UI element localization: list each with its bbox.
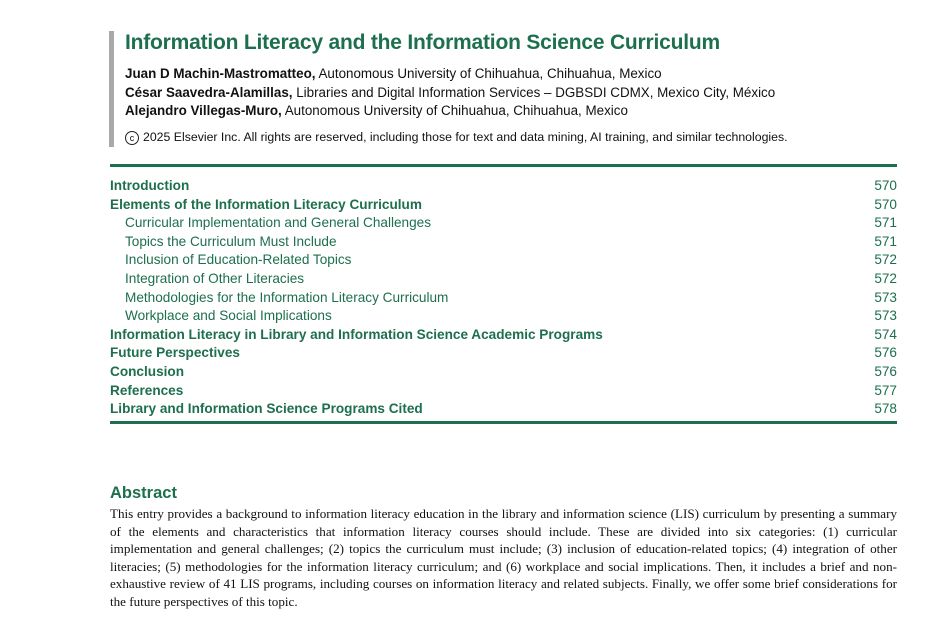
author-line xyxy=(125,84,775,103)
copyright-notice xyxy=(125,130,788,145)
toc-entry-label[interactable]: Integration of Other Literacies xyxy=(125,270,305,286)
toc-entry-label[interactable]: Methodologies for the Information Literacy Curriculum xyxy=(125,289,449,305)
toc-entry-page[interactable]: 576 xyxy=(874,363,897,379)
toc-entry-label[interactable]: Future Perspectives xyxy=(110,345,240,361)
toc-entry-label[interactable]: Topics the Curriculum Must Include xyxy=(125,233,337,249)
toc-entry-page[interactable]: 577 xyxy=(874,382,897,398)
toc-entry-page[interactable]: 572 xyxy=(874,252,897,268)
author-line xyxy=(125,65,775,84)
toc-entry[interactable] xyxy=(110,270,897,289)
toc-entry-label[interactable]: References xyxy=(110,382,184,398)
toc-entry-label[interactable]: Conclusion xyxy=(110,363,185,379)
toc-entry-page[interactable]: 571 xyxy=(874,233,897,249)
table-of-contents xyxy=(110,164,897,424)
toc-entry-label[interactable]: Library and Information Science Programs Cited xyxy=(110,401,423,417)
toc-entry-page[interactable]: 576 xyxy=(874,345,897,361)
author-affiliation: Libraries and Digital Information Services – DGBSDI CDMX, Mexico City, México xyxy=(292,84,776,100)
toc-entry[interactable] xyxy=(110,326,897,345)
toc-entry-label[interactable]: Curricular Implementation and General Challenges xyxy=(125,215,432,231)
toc-entry[interactable] xyxy=(110,289,897,308)
toc-entry-label[interactable]: Introduction xyxy=(110,178,190,193)
article-title: Information Literacy and the Information Science Curriculum xyxy=(125,31,720,54)
toc-entry[interactable] xyxy=(110,363,897,382)
copyright-icon: c xyxy=(125,131,139,145)
copyright-text: 2025 Elsevier Inc. All rights are reserved, including those for text and data mining, AI training, and similar technologies. xyxy=(143,130,788,144)
author-affiliation: Autonomous University of Chihuahua, Chihuahua, Mexico xyxy=(315,66,662,81)
toc-entry-page[interactable]: 573 xyxy=(874,308,897,324)
abstract-heading: Abstract xyxy=(110,484,177,502)
toc-entry-page[interactable]: 573 xyxy=(874,289,897,305)
toc-entry[interactable] xyxy=(110,196,897,215)
author-affiliation: Autonomous University of Chihuahua, Chihuahua, Mexico xyxy=(281,103,628,118)
toc-entry-label[interactable]: Inclusion of Education-Related Topics xyxy=(125,252,352,268)
toc-entry-page[interactable]: 570 xyxy=(874,178,897,193)
toc-entry-page[interactable]: 578 xyxy=(874,401,897,417)
author-name: Alejandro Villegas-Muro, xyxy=(125,103,282,118)
toc-entry-page[interactable]: 571 xyxy=(874,215,897,231)
toc-entry[interactable] xyxy=(110,177,897,196)
toc-entry[interactable] xyxy=(110,251,897,270)
toc-entry-page[interactable]: 574 xyxy=(874,326,897,342)
author-name: Juan D Machin-Mastromatteo, xyxy=(125,66,316,81)
toc-entry-page[interactable]: 570 xyxy=(874,196,897,212)
abstract-text: This entry provides a background to information literacy education in the library and information science (LIS) curriculum by presenting a summary of the elements and characteristics that information literacy courses should include. These are divided into six categories: (1) curricular implementation and general challenges; (2) topics the curriculum must include; (3) inclusion of education-related topics; (4) integration of other literacies; (5) methodologies for the information literacy curriculum; and (6) workplace and social implications. Then, it includes a brief and non-exhaustive review of 41 LIS programs, including courses on information literacy and related subjects. Finally, we offer some brief considerations for the future perspectives of this topic. xyxy=(110,506,897,609)
toc-entry-label[interactable]: Information Literacy in Library and Information Science Academic Programs xyxy=(110,326,603,342)
author-name: César Saavedra-Alamillas, xyxy=(125,84,293,100)
toc-entry[interactable] xyxy=(110,307,897,326)
toc-entry[interactable] xyxy=(110,344,897,363)
author-line xyxy=(125,102,775,121)
article-header xyxy=(109,31,914,147)
toc-entry[interactable] xyxy=(110,400,897,419)
toc-entry[interactable] xyxy=(110,214,897,233)
toc-entry-label[interactable]: Elements of the Information Literacy Curriculum xyxy=(110,196,422,212)
author-list xyxy=(125,65,775,121)
toc-entry-label[interactable]: Workplace and Social Implications xyxy=(125,308,332,324)
toc-entry-page[interactable]: 572 xyxy=(874,270,897,286)
toc-entry[interactable] xyxy=(110,382,897,401)
toc-entry[interactable] xyxy=(110,233,897,252)
